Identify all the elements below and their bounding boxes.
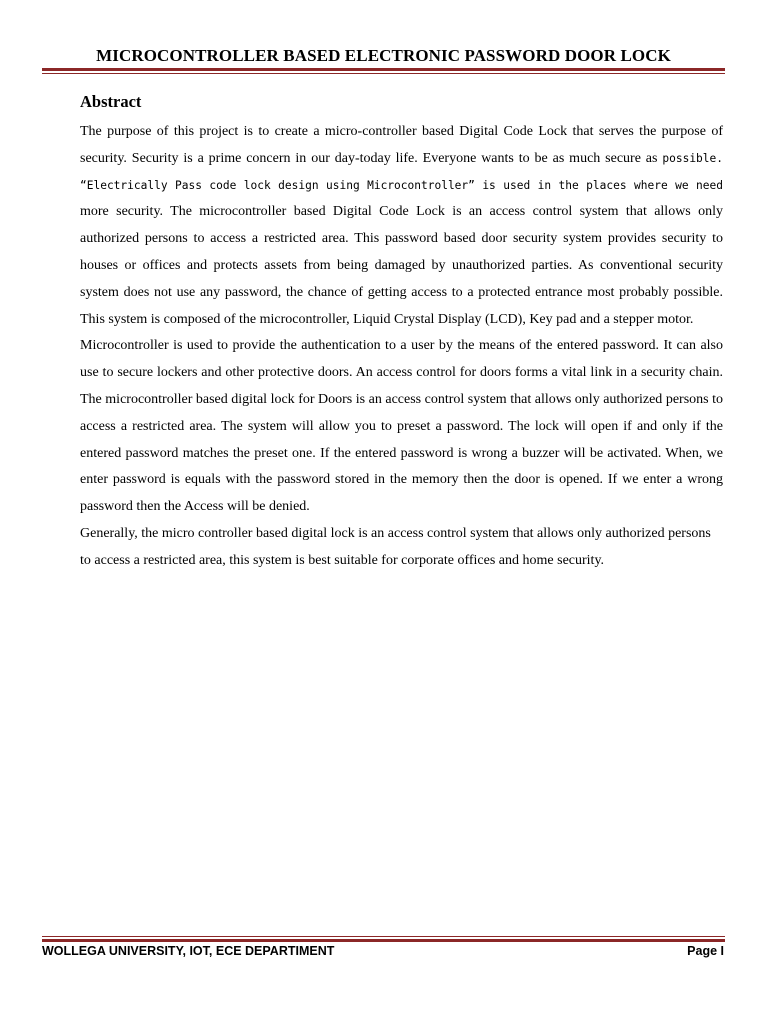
- page-header-title: MICROCONTROLLER BASED ELECTRONIC PASSWORD DOOR LOCK: [96, 46, 671, 65]
- page-body: [80, 91, 723, 575]
- abstract-paragraph-2: Microcontroller is used to provide the authentication to a user by the means of the entered password. It can also use to secure lockers and other protective doors. An access control for doors forms a vital link in a security chain. The microcontroller based digital lock for Doors is an access control system that allows only authorized persons to access a restricted area. The system will allow you to preset a password. The lock will open if and only if the entered password matches the preset one. If the entered password is wrong a buzzer will be activated. When, we enter password is equals with the password stored in the memory then the door is opened. If we enter a wrong password then the Access will be denied.: [80, 338, 723, 515]
- abstract-paragraph-1-part-c: more security. The microcontroller based Digital Code Lock is an access control system that allows only authorized persons to access a restricted area. This password based door security system provides security to houses or offices and protects assets from being damaged by unauthorized parties. As conventional security system does not use any password, the chance of getting access to a protected entrance most probably possible. This system is composed of the microcontroller, Liquid Crystal Display (LCD), Key pad and a stepper motor.: [80, 204, 723, 327]
- abstract-paragraph-1: [80, 119, 723, 333]
- footer-department: WOLLEGA UNIVERSITY, IOT, ECE DEPARTIMENT: [42, 944, 335, 958]
- footer-rule-thin: [42, 936, 725, 937]
- footer-page-number: Page I: [687, 944, 724, 958]
- abstract-paragraph-1-part-b: possible. “Electrically Pass code lock design using Microcontroller” is used in the places where we need: [80, 151, 723, 192]
- abstract-paragraph-3: Generally, the micro controller based digital lock is an access control system that allows only authorized persons to access a restricted area, this system is best suitable for corporate offices and home security.: [80, 525, 711, 568]
- footer-rule-thick: [42, 939, 725, 942]
- section-heading-abstract: Abstract: [80, 92, 142, 111]
- header-rule-thin: [42, 73, 725, 74]
- abstract-paragraph-1-part-a: The purpose of this project is to create a micro-controller based Digital Code Lock that serves the purpose of security. Security is a prime concern in our day-today life. Everyone wants to be as much secure as: [80, 124, 723, 166]
- header-rule: [42, 68, 725, 74]
- footer-rule: [42, 936, 725, 942]
- header-rule-thick: [42, 68, 725, 71]
